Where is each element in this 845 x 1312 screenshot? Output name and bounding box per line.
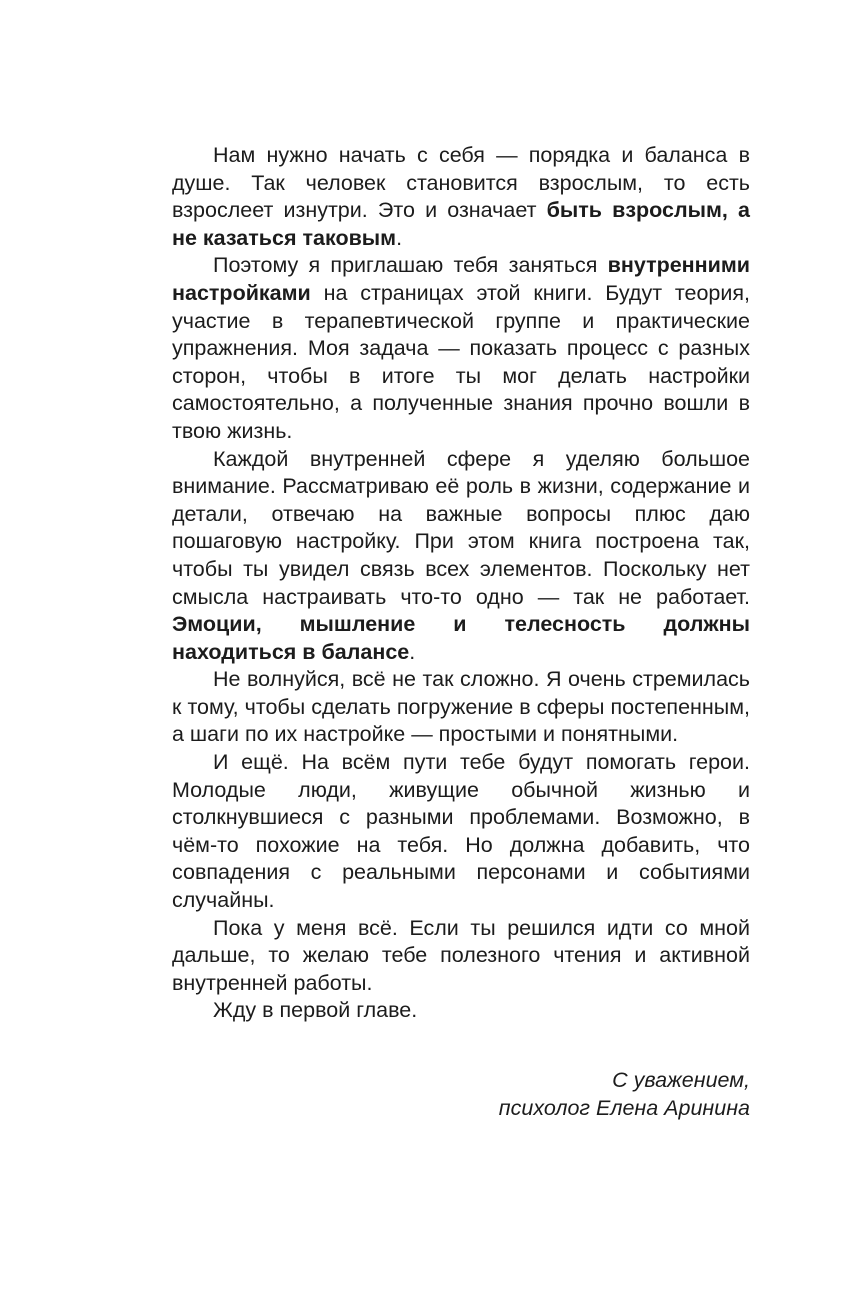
bold-phrase: внутренними настройками xyxy=(172,253,750,305)
paragraph-text: Пока у меня всё. Если ты решился идти со мной дальше, то желаю тебе полезного чтения и активной внутренней работы. xyxy=(172,915,750,995)
paragraph-text: Поэтому я приглашаю тебя заняться xyxy=(213,253,608,278)
paragraph xyxy=(172,749,750,915)
paragraph xyxy=(172,446,750,667)
paragraph-text: Каждой внутренней сфере я уделяю большое внимание. Рассматриваю её роль в жизни, содержание и детали, отвечаю на важные вопросы плюс даю пошаговую настройку. При этом книга построена так, чтобы ты увидел связь всех элементов. Поскольку нет смысла настраивать что-то одно — так не работает. xyxy=(172,446,750,609)
paragraph xyxy=(172,252,750,445)
paragraph-text: на страницах этой книги. Будут теория, участие в терапевтической группе и практические упражнения. Моя задача — показать процесс с разных сторон, чтобы в итоге ты мог делать настройки самостоятельно, а полученные знания прочно вошли в твою жизнь. xyxy=(172,280,750,443)
paragraph xyxy=(172,915,750,998)
paragraph-text: . xyxy=(409,639,416,664)
paragraph xyxy=(172,142,750,252)
signature-greeting: С уважением, xyxy=(612,1068,750,1092)
paragraph-text: . xyxy=(396,225,403,250)
bold-phrase: быть взрослым, а не казаться таковым xyxy=(172,198,750,250)
paragraph-text: Нам нужно начать с себя — порядка и баланса в душе. Так человек становится взрослым, то есть взрослеет изнутри. Это и означает xyxy=(172,143,750,223)
signature xyxy=(330,1066,750,1122)
paragraph-text: И ещё. На всём пути тебе будут помогать герои. Молодые люди, живущие обычной жизнью и столкнувшиеся с разными проблемами. Возможно, в чём-то похожие на тебя. Но должна добавить, что совпадения с реальными персонами и событиями случайны. xyxy=(172,750,750,913)
body-text xyxy=(172,142,750,1025)
bold-phrase: Эмоции, мышление и телесность должны находиться в балансе xyxy=(172,612,750,664)
signature-author: психолог Елена Аринина xyxy=(498,1096,750,1120)
paragraph-text: Жду в первой главе. xyxy=(213,998,418,1023)
paragraph xyxy=(172,666,750,749)
paragraph xyxy=(172,997,750,1025)
paragraph-text: Не волнуйся, всё не так сложно. Я очень стремилась к тому, чтобы сделать погружение в сферы постепенным, а шаги по их настройке — простыми и понятными. xyxy=(172,667,750,747)
